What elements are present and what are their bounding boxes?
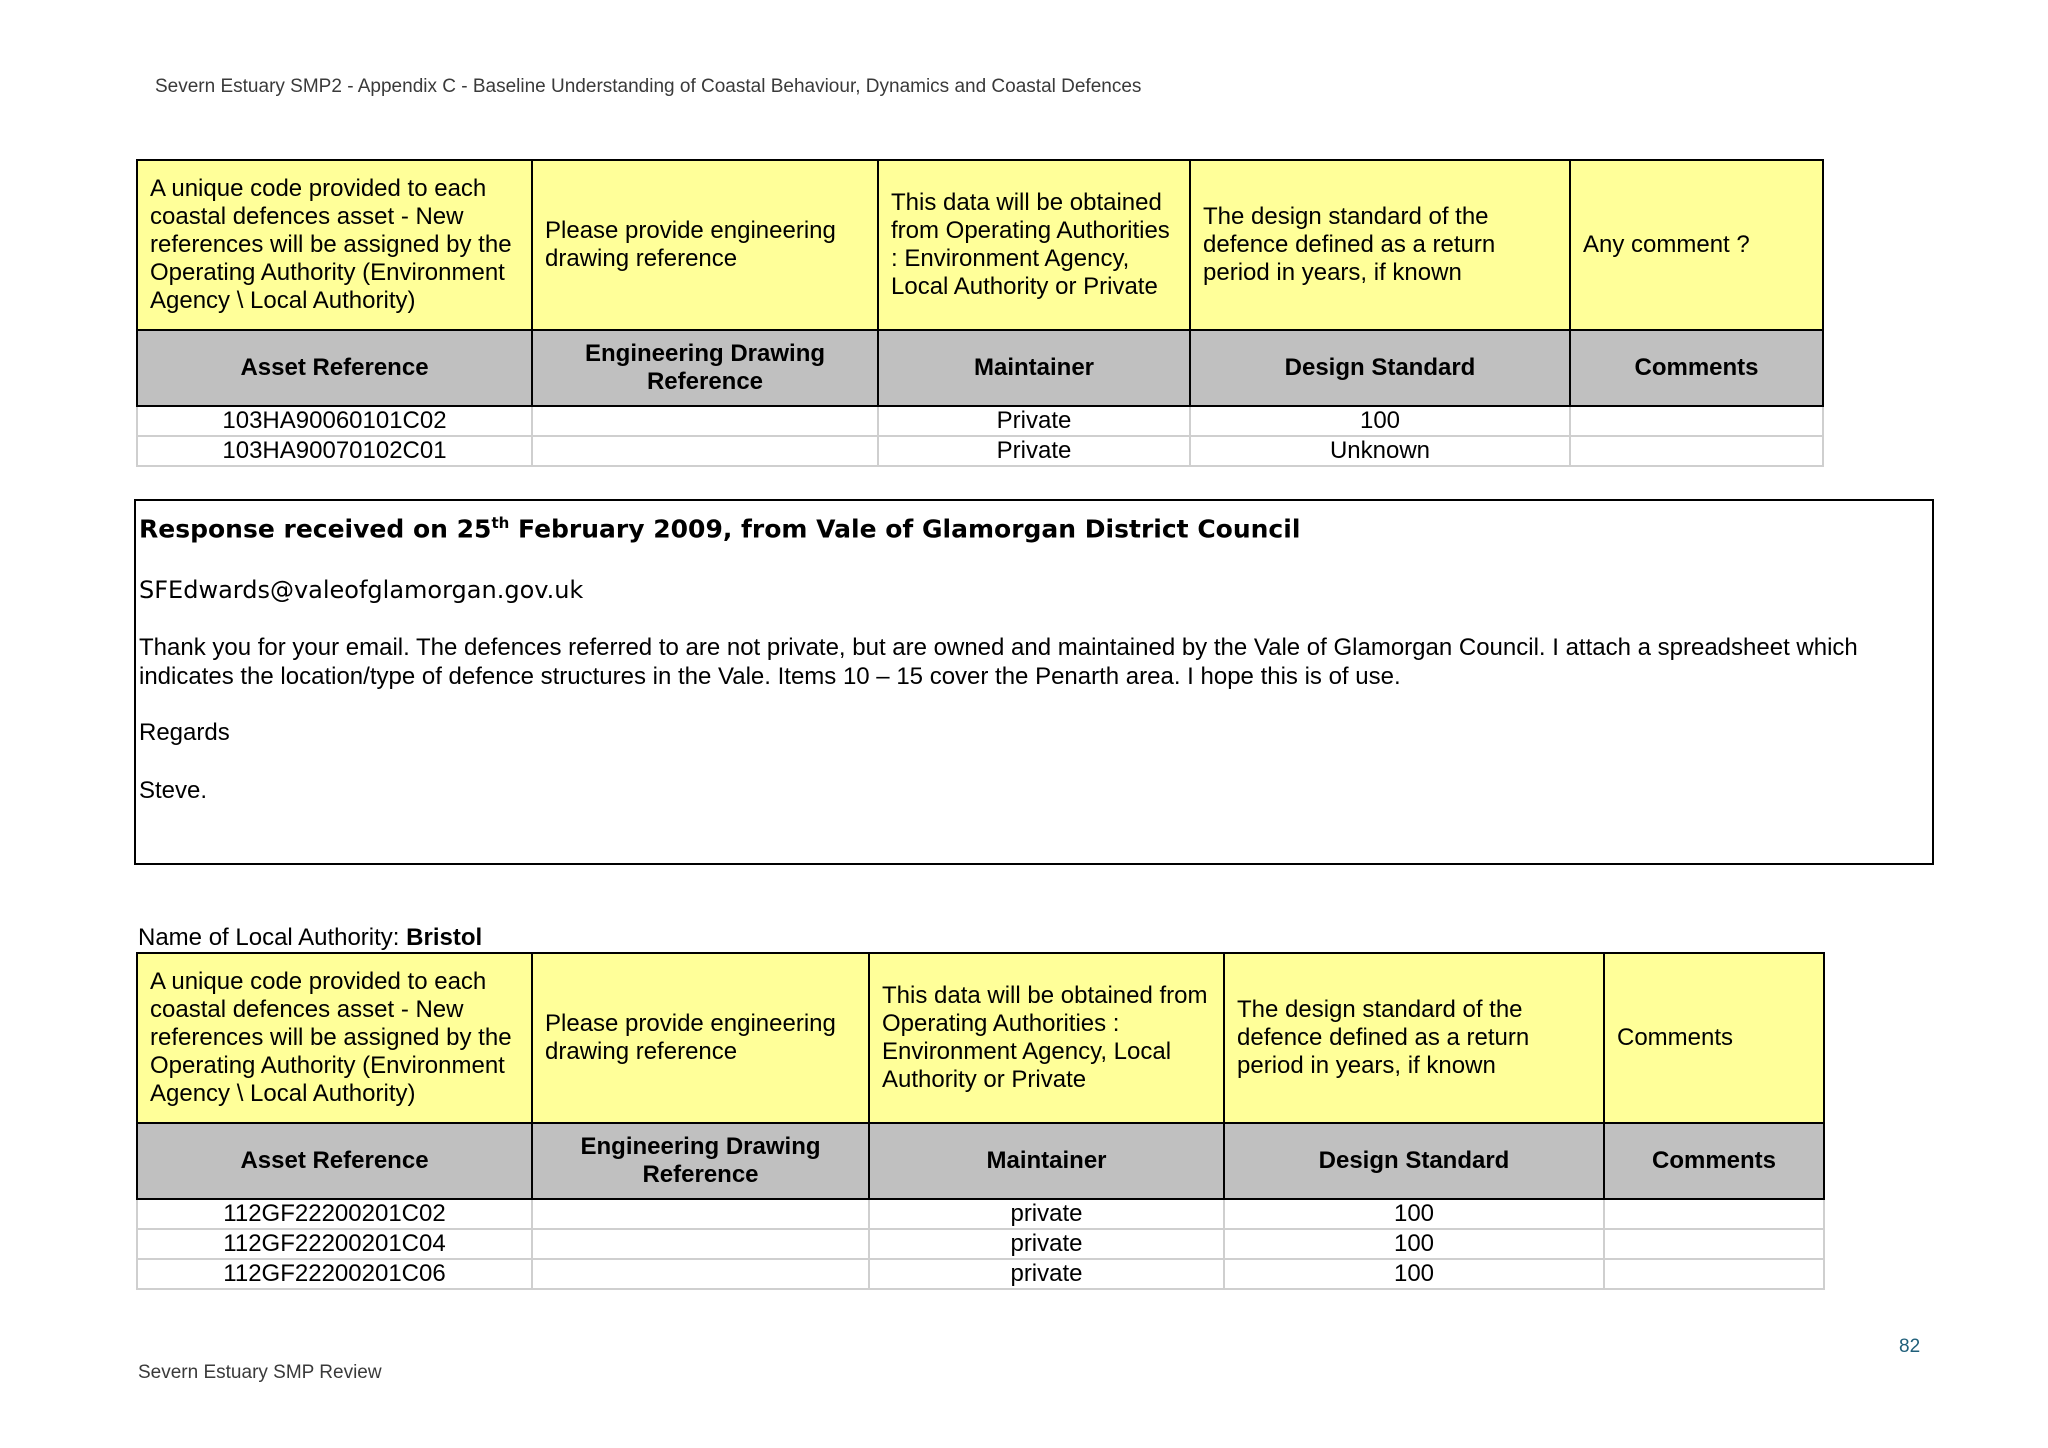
header-row (137, 330, 1823, 406)
local-authority-prefix: Name of Local Authority: (138, 924, 407, 951)
page-footer: Severn Estuary SMP Review (138, 1362, 382, 1383)
table-cell: 100 (1224, 1229, 1604, 1259)
description-row (137, 953, 1824, 1123)
table-cell (1604, 1199, 1824, 1229)
table-cell: private (869, 1199, 1224, 1229)
drawing-reference-description: Please provide engineering drawing reference (532, 160, 878, 330)
response-signature: Steve. (139, 777, 208, 804)
page-number: 82 (1899, 1336, 1921, 1357)
table-cell: 112GF22200201C04 (137, 1229, 532, 1259)
asset-reference-description: A unique code provided to each coastal defences asset - New references will be assigned by the Operating Authority (Environment Agency \ Local Authority) (137, 160, 532, 330)
table-cell: 100 (1224, 1199, 1604, 1229)
table-cell (532, 1259, 869, 1289)
table-cell (1604, 1259, 1824, 1289)
response-box (134, 499, 1934, 865)
column-header: Design Standard (1190, 330, 1570, 406)
response-title (139, 514, 1300, 543)
table-cell (1604, 1229, 1824, 1259)
maintainer-description: This data will be obtained from Operating Authorities : Environment Agency, Local Authority or Private (878, 160, 1190, 330)
column-header: Engineering Drawing Reference (532, 1123, 869, 1199)
maintainer-description: This data will be obtained from Operating Authorities : Environment Agency, Local Authority or Private (869, 953, 1224, 1123)
column-header: Maintainer (869, 1123, 1224, 1199)
column-header: Comments (1570, 330, 1823, 406)
description-row (137, 160, 1823, 330)
table-cell: Unknown (1190, 436, 1570, 466)
table-cell (1570, 406, 1823, 436)
table-cell (532, 436, 878, 466)
table-cell (532, 406, 878, 436)
table-row (137, 1259, 1824, 1289)
table-cell (1570, 436, 1823, 466)
column-header: Design Standard (1224, 1123, 1604, 1199)
table-cell: 112GF22200201C06 (137, 1259, 532, 1289)
page-header: Severn Estuary SMP2 - Appendix C - Baseline Understanding of Coastal Behaviour, Dynamics and Coastal Defences (155, 76, 1142, 97)
table-cell: 103HA90070102C01 (137, 436, 532, 466)
column-header: Comments (1604, 1123, 1824, 1199)
column-header: Engineering Drawing Reference (532, 330, 878, 406)
table-cell: 112GF22200201C02 (137, 1199, 532, 1229)
local-authority-name: Bristol (406, 924, 483, 951)
table-row (137, 1199, 1824, 1229)
table-cell: 100 (1224, 1259, 1604, 1289)
comments-description: Comments (1604, 953, 1824, 1123)
table-cell (532, 1199, 869, 1229)
drawing-reference-description: Please provide engineering drawing reference (532, 953, 869, 1123)
table-row (137, 436, 1823, 466)
table-cell: private (869, 1259, 1224, 1289)
table-row (137, 1229, 1824, 1259)
response-title-prefix: Response received on 25 (139, 514, 492, 544)
table-cell (532, 1229, 869, 1259)
table-cell: 103HA90060101C02 (137, 406, 532, 436)
design-standard-description: The design standard of the defence defined as a return period in years, if known (1224, 953, 1604, 1123)
column-header: Asset Reference (137, 330, 532, 406)
defences-table-1 (136, 159, 1824, 467)
column-header: Asset Reference (137, 1123, 532, 1199)
table-cell: Private (878, 406, 1190, 436)
response-body: Thank you for your email. The defences referred to are not private, but are owned and maintained by the Vale of Glamorgan Council. I attach a spreadsheet which indicates the location/type of defence structures in the Vale. Items 10 – 15 cover the Penarth area. I hope this is of use. (139, 634, 1858, 690)
asset-reference-description: A unique code provided to each coastal defences asset - New references will be assigned by the Operating Authority (Environment Agency \ Local Authority) (137, 953, 532, 1123)
local-authority-label (138, 924, 482, 952)
table-row (137, 406, 1823, 436)
table-cell: 100 (1190, 406, 1570, 436)
column-header: Maintainer (878, 330, 1190, 406)
response-title-suffix: February 2009, from Vale of Glamorgan District Council (509, 514, 1301, 544)
response-email: SFEdwards@valeofglamorgan.gov.uk (139, 576, 584, 604)
table-cell: private (869, 1229, 1224, 1259)
response-title-sup: th (491, 514, 510, 532)
defences-table-2 (136, 952, 1825, 1290)
design-standard-description: The design standard of the defence defined as a return period in years, if known (1190, 160, 1570, 330)
comments-description: Any comment ? (1570, 160, 1823, 330)
table-cell: Private (878, 436, 1190, 466)
header-row (137, 1123, 1824, 1199)
response-regards: Regards (139, 719, 230, 746)
